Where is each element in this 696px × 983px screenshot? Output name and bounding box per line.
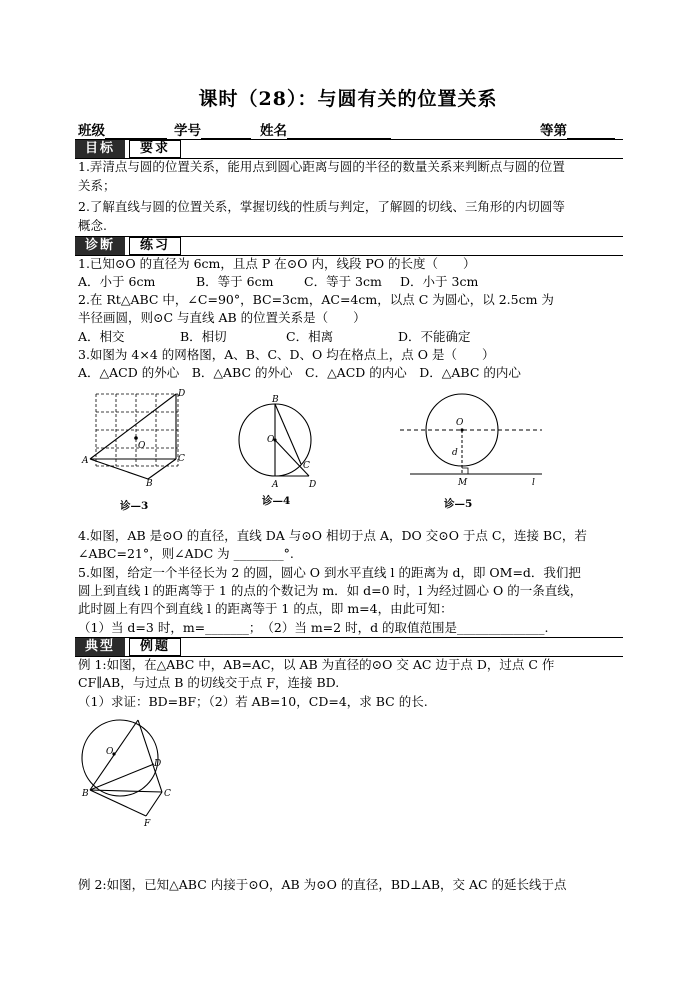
label-b: B [146, 479, 153, 486]
section-tag-dark: 诊断 [75, 237, 125, 255]
goal-line: 概念. [78, 218, 107, 233]
question-5: 此时圆上有四个到直线 l 的距离等于 1 的点，即 m=4，由此可知： [78, 601, 453, 616]
grid-lines [96, 394, 178, 466]
label-o: O [106, 747, 114, 757]
section-header-diagnosis [75, 236, 623, 256]
grade-field[interactable] [540, 119, 615, 139]
question-4: 4.如图，AB 是⊙O 的直径，直线 DA 与⊙O 相切于点 A，DO 交⊙O 于点 C，连接 BC，若 [78, 528, 587, 543]
figure-caption: 诊—3 [120, 500, 149, 512]
name-label: 姓名 [260, 123, 287, 139]
q1-option[interactable]: D．小于 3cm [400, 274, 479, 289]
segment-ab [90, 459, 148, 479]
question-3-options[interactable]: A．△ACD 的外心 B．△ABC 的外心 C．△ACD 的内心 D．△ABC 的内心 [78, 365, 521, 380]
name-field[interactable] [260, 119, 391, 139]
question-3-stem: 3.如图为 4×4 的网格图，A、B、C、D、O 均在格点上，点 O 是（ ） [78, 347, 495, 362]
example-2: 例 2:如图，已知△ABC 内接于⊙O，AB 为⊙O 的直径，BD⊥AB，交 AC 的延长线于点 [78, 877, 567, 892]
question-1-stem: 1.已知⊙O 的直径为 6cm，且点 P 在⊙O 内，线段 PO 的长度（ ） [78, 256, 476, 271]
question-5: （1）当 d=3 时，m=_______； （2）当 m=2 时，d 的取值范围是______________. [78, 620, 549, 635]
segment-bd [90, 764, 154, 790]
section-tag-dark: 目标 [75, 140, 125, 158]
question-5: 圆上到直线 l 的距离等于 1 的点的个数记为 m．如 d=0 时，l 为经过圆心 O 的一条直线， [78, 583, 583, 598]
q2-option[interactable]: C．相离 [286, 329, 334, 344]
student-info-row [78, 119, 620, 139]
q2-option[interactable]: B．相切 [180, 329, 227, 344]
label-c: C [303, 461, 310, 471]
right-angle-mark [462, 468, 468, 474]
figure-grid-3 [78, 386, 188, 486]
example-1: 例 1:如图，在△ABC 中，AB=AC，以 AB 为直径的⊙O 交 AC 边于点 D，过点 C 作 [78, 657, 555, 672]
label-c: C [178, 454, 185, 464]
point-o [134, 436, 138, 440]
question-4: ∠ABC=21°，则∠ADC 为 ________°. [78, 546, 294, 561]
figure-example-1 [72, 712, 182, 830]
id-label: 学号 [174, 123, 201, 139]
label-b: B [272, 395, 279, 405]
label-d: d [452, 448, 458, 458]
question-5: 5.如图，给定一个半径长为 2 的圆，圆心 O 到水平直线 l 的距离为 d，即 OM=d．我们把 [78, 565, 581, 580]
class-field[interactable] [78, 119, 167, 139]
label-a: A [272, 480, 279, 490]
center-o [460, 428, 463, 431]
example-1: （1）求证：BD=BF；（2）若 AB=10，CD=4，求 BC 的长. [78, 694, 428, 709]
label-d: D [309, 480, 317, 490]
section-header-goal [75, 139, 623, 159]
figure-circle-4 [235, 392, 325, 492]
goal-line: 关系； [78, 178, 116, 193]
label-d: D [154, 759, 162, 769]
example-1: CF∥AB，与过点 B 的切线交于点 F，连接 BD. [78, 675, 340, 690]
q2-option[interactable]: D．不能确定 [398, 329, 471, 344]
goal-line: 2.了解直线与圆的位置关系，掌握切线的性质与判定，了解圆的切线、三角形的内切圆等 [78, 199, 565, 214]
label-l: l [532, 478, 535, 488]
question-2-stem: 半径画圆，则⊙C 与直线 AB 的位置关系是（ ） [78, 310, 366, 325]
grade-label: 等第 [540, 123, 567, 139]
label-o: O [456, 418, 464, 428]
class-label: 班级 [78, 123, 105, 139]
section-header-examples [75, 637, 623, 657]
section-tag-light: 例题 [129, 638, 181, 656]
q2-option[interactable]: A．相交 [78, 329, 125, 344]
segment-bc [148, 459, 176, 479]
q1-option[interactable]: A．小于 6cm [78, 274, 156, 289]
figure-caption: 诊—5 [444, 498, 473, 510]
label-d: D [178, 389, 186, 399]
label-m: M [458, 478, 468, 488]
goal-line: 1.弄清点与圆的位置关系，能用点到圆心距离与圆的半径的数量关系来判断点与圆的位置 [78, 159, 565, 174]
label-o: O [267, 435, 275, 445]
q1-option[interactable]: C．等于 3cm [304, 274, 382, 289]
figure-caption: 诊—4 [262, 495, 291, 507]
label-o: O [138, 441, 146, 451]
segment-ad [90, 394, 176, 459]
tangent-bf [90, 790, 146, 816]
section-tag-dark: 典型 [75, 638, 125, 656]
section-tag-light: 要求 [129, 140, 181, 158]
page-title: 课时（28）：与圆有关的位置关系 [198, 88, 498, 110]
id-field[interactable] [174, 119, 251, 139]
segment-bc [275, 404, 301, 464]
label-a: A [82, 456, 89, 466]
q1-option[interactable]: B．等于 6cm [196, 274, 274, 289]
label-b: B [82, 789, 89, 799]
question-2-stem: 2.在 Rt△ABC 中，∠C=90°，BC=3cm，AC=4cm，以点 C 为圆心，以 2.5cm 为 [78, 292, 554, 307]
label-f: F [144, 819, 151, 829]
section-tag-light: 练习 [129, 237, 181, 255]
figure-circle-5 [396, 392, 546, 492]
segment-cf [146, 792, 162, 816]
label-c: C [164, 789, 171, 799]
